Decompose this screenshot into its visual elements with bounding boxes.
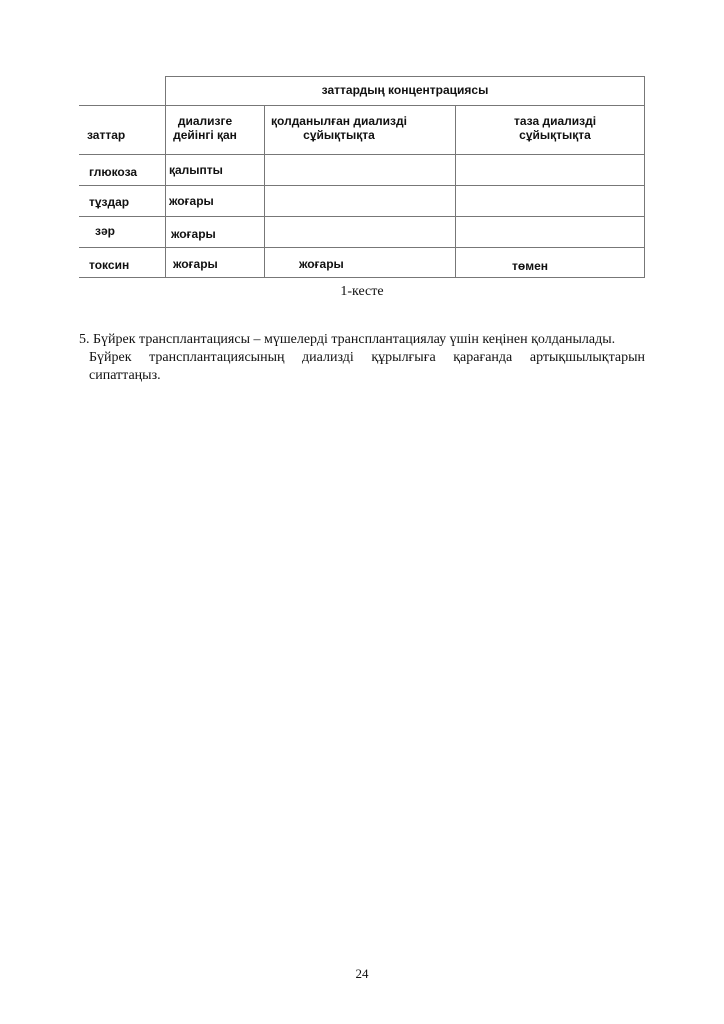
question-line-3: сипаттаңыз. (89, 368, 161, 383)
row-before: жоғары (173, 257, 218, 271)
table-caption: 1-кесте (340, 284, 384, 299)
table-line (79, 185, 645, 186)
question-line-2: Бүйрек трансплантациясының диализді құрылғыға қарағанда артықшылықтарын (89, 350, 645, 365)
header-substance: заттар (87, 128, 126, 142)
concentration-table (79, 76, 645, 278)
row-name: токсин (89, 258, 130, 272)
question-5 (79, 331, 645, 385)
row-name: зәр (95, 224, 115, 238)
header-group: заттардың концентрациясы (321, 83, 489, 97)
header-before-dialysis: диализге дейінгі қан (173, 114, 237, 142)
page-number: 24 (355, 966, 369, 981)
header-used-dialysate: қолданылған диализді сұйықтықта (271, 114, 407, 142)
table-line (79, 105, 645, 106)
row-used: жоғары (299, 257, 344, 271)
row-name: глюкоза (89, 165, 138, 179)
row-before: жоғары (169, 194, 214, 208)
table-line (165, 76, 645, 77)
header-clean-dialysate: таза диализді сұйықтықта (513, 114, 597, 142)
row-clean: төмен (512, 259, 549, 273)
table-line (79, 277, 645, 278)
table-line (264, 105, 265, 278)
table-line (165, 76, 166, 278)
row-before: қалыпты (169, 163, 223, 177)
question-line-1: 5. Бүйрек трансплантациясы – мүшелерді трансплантациялау үшін кеңінен қолданылады. (79, 332, 616, 347)
row-name: тұздар (89, 195, 130, 209)
table-line (79, 247, 645, 248)
table-line (644, 76, 645, 278)
table-line (455, 105, 456, 278)
row-before: жоғары (171, 227, 216, 241)
table-line (79, 154, 645, 155)
table-line (79, 216, 645, 217)
